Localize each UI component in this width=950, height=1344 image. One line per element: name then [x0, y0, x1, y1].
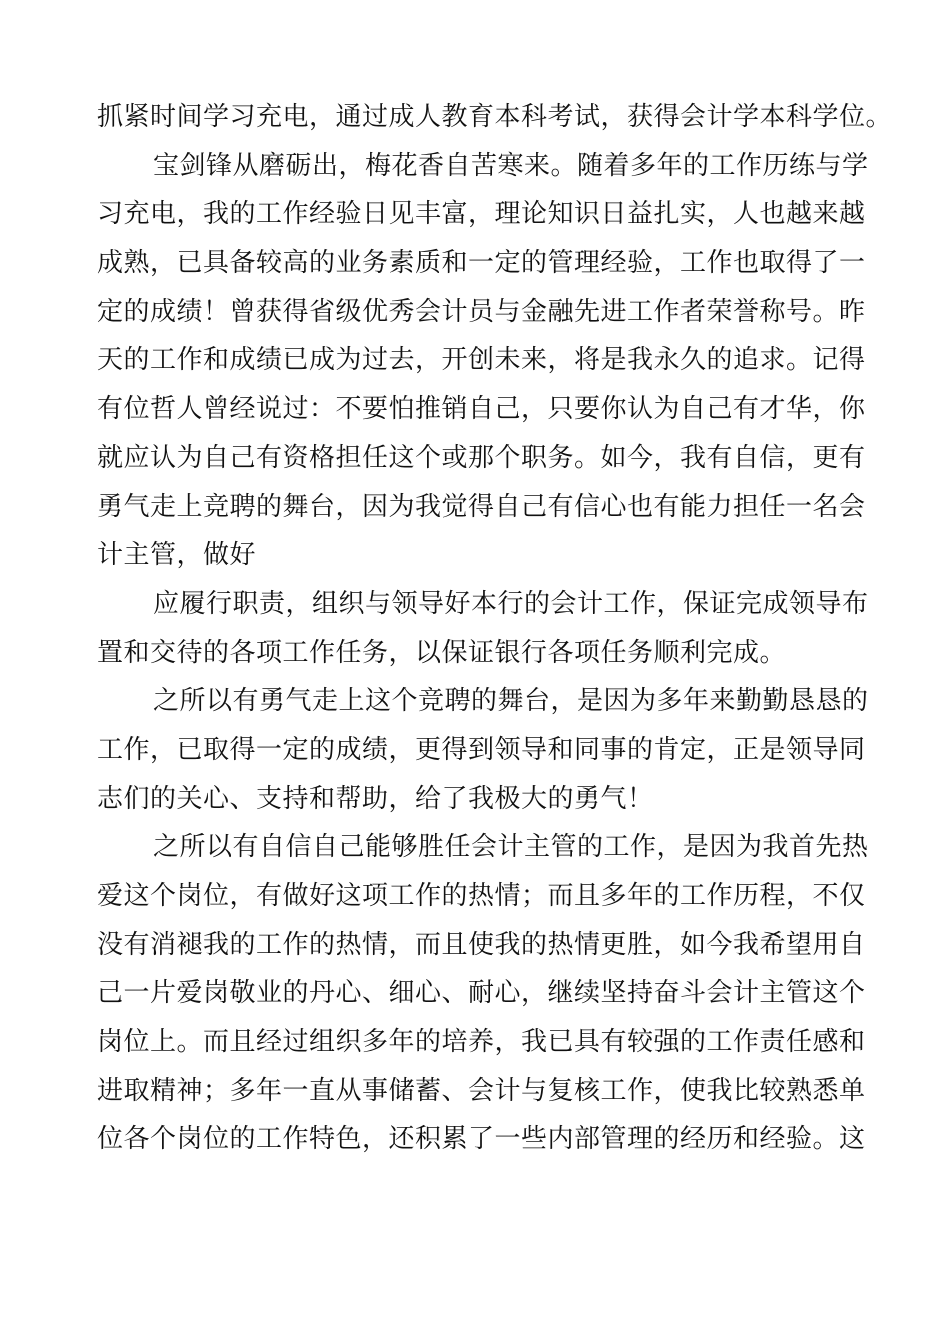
paragraph-end-line: 置和交待的各项工作任务，以保证银行各项任务顺利完成。	[97, 637, 787, 668]
paragraph-end-line: 志们的关心、支持和帮助，给了我极大的勇气！	[97, 783, 654, 814]
text-line: 成熟，已具备较高的业务素质和一定的管理经验，工作也取得了一	[97, 248, 866, 279]
text-line: 勇气走上竞聘的舞台，因为我觉得自己有信心也有能力担任一名会	[97, 491, 866, 522]
text-line: 习充电，我的工作经验日见丰富，理论知识日益扎实，人也越来越	[97, 199, 866, 230]
paragraph-start-line: 应履行职责，组织与领导好本行的会计工作，保证完成领导布	[153, 588, 869, 619]
paragraph-start-line: 之所以有勇气走上这个竞聘的舞台，是因为多年来勤勤恳恳的	[153, 686, 869, 717]
text-line: 就应认为自己有资格担任这个或那个职务。如今，我有自信，更有	[97, 442, 866, 473]
text-line: 工作，已取得一定的成绩，更得到领导和同事的肯定，正是领导同	[97, 734, 866, 765]
text-line: 进取精神；多年一直从事储蓄、会计与复核工作，使我比较熟悉单	[97, 1075, 866, 1106]
text-line: 爱这个岗位，有做好这项工作的热情；而且多年的工作历程，不仅	[97, 881, 866, 911]
text-line: 没有消褪我的工作的热情，而且使我的热情更胜，如今我希望用自	[97, 929, 866, 960]
paragraph-start-line: 之所以有自信自己能够胜任会计主管的工作，是因为我首先热	[153, 832, 869, 863]
text-line: 岗位上。而且经过组织多年的培养，我已具有较强的工作责任感和	[97, 1027, 866, 1058]
document-page	[97, 93, 893, 1164]
paragraph-start-line: 宝剑锋从磨砺出，梅花香自苦寒来。随着多年的工作历练与学	[153, 150, 869, 181]
text-line: 定的成绩！曾获得省级优秀会计员与金融先进工作者荣誉称号。昨	[97, 296, 866, 327]
text-line: 抓紧时间学习充电，通过成人教育本科考试，获得会计学本科学位。	[97, 102, 893, 132]
paragraph-end-line: 计主管，做好	[97, 540, 257, 571]
text-line: 天的工作和成绩已成为过去，开创未来，将是我永久的追求。记得	[97, 345, 866, 376]
text-line: 位各个岗位的工作特色，还积累了一些内部管理的经历和经验。这	[97, 1124, 866, 1155]
text-line: 有位哲人曾经说过：不要怕推销自己，只要你认为自己有才华，你	[97, 394, 866, 425]
text-line: 己一片爱岗敬业的丹心、细心、耐心，继续坚持奋斗会计主管这个	[97, 978, 866, 1009]
